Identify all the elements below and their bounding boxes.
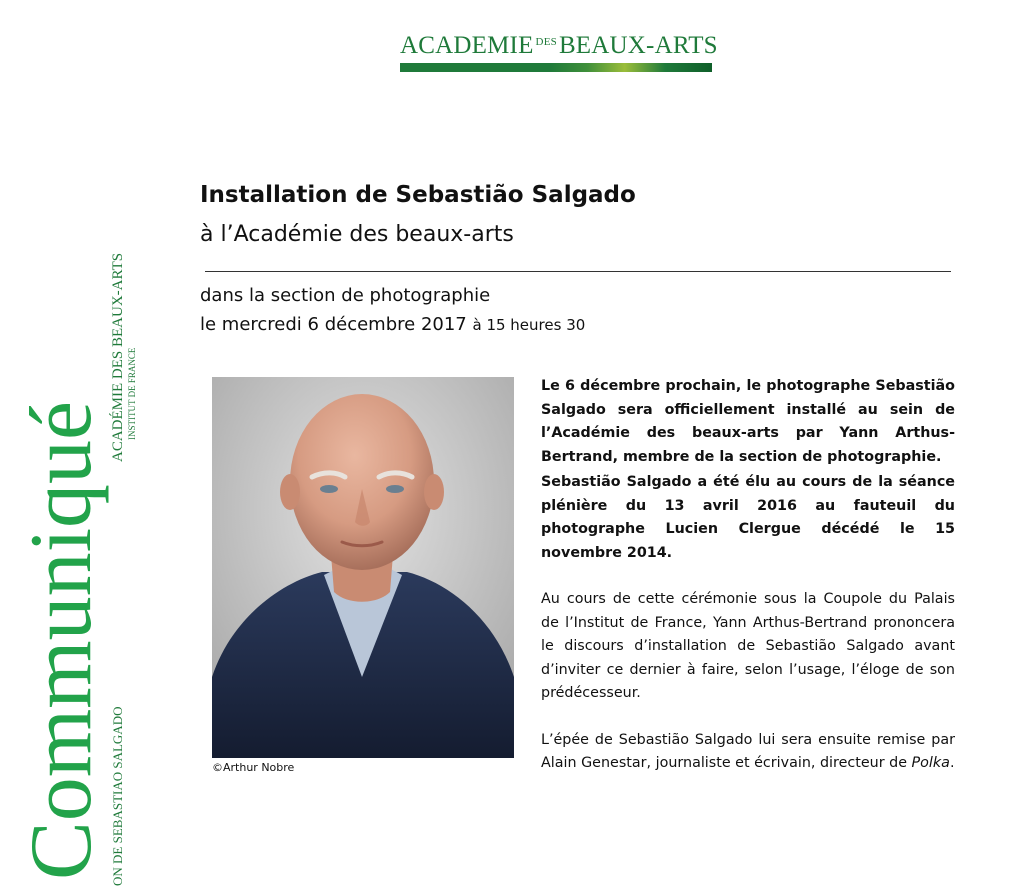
photo-head <box>290 394 434 570</box>
paragraph-4-end: . <box>949 755 955 771</box>
date-text <box>200 313 585 337</box>
photo-left-eye <box>320 485 338 493</box>
title-divider <box>205 271 951 272</box>
section-text: dans la section de photographie <box>200 285 491 306</box>
sidebar-institut-label: INSTITUT DE FRANCE <box>127 347 137 440</box>
logo-text-beaux-arts: BEAUX-ARTS <box>558 32 718 59</box>
photo-left-ear <box>280 474 300 510</box>
portrait-photo <box>212 377 514 758</box>
logo-wordmark <box>400 28 718 60</box>
time-value: à 15 heures 30 <box>472 316 586 334</box>
photo-right-ear <box>424 474 444 510</box>
date-value: le mercredi 6 décembre 2017 <box>200 314 467 335</box>
paragraph-3: Au cours de cette cérémonie sous la Coupole du Palais de l’Institut de France, Yann Arthus-Bertrand prononcera le discours d’installation de Sebastião Salgado avant d’inviter ce dernier à faire, selon l’usage, l’éloge de son prédécesseur. <box>541 591 955 701</box>
page-subtitle: à l’Académie des beaux-arts <box>200 222 514 247</box>
paragraph-2: Sebastião Salgado a été élu au cours de la séance plénière du 13 avril 2016 au fauteuil du photographe Lucien Clergue décédé le 15 novembre 2014. <box>541 474 955 561</box>
sidebar-communique: Communiqué <box>13 400 110 880</box>
logo-text-des: DES <box>535 36 557 48</box>
photo-credit: ©Arthur Nobre <box>212 761 295 774</box>
paragraph-4 <box>541 729 955 776</box>
press-release-body <box>541 375 955 776</box>
logo-decorative-bar <box>400 63 712 72</box>
academie-logo <box>400 28 718 72</box>
sidebar-installation-label: ON DE SEBASTIAO SALGADO <box>110 706 125 886</box>
portrait-illustration <box>212 377 514 758</box>
logo-text-academie: ACADEMIE <box>400 32 534 59</box>
paragraph-4-text: L’épée de Sebastião Salgado lui sera ensuite remise par Alain Genestar, journaliste et écrivain, directeur de <box>541 731 955 771</box>
photo-right-eye <box>386 485 404 493</box>
sidebar-academie-label: ACADÉMIE DES BEAUX-ARTS <box>110 252 126 462</box>
page-title: Installation de Sebastião Salgado <box>200 182 636 208</box>
paragraph-4-magazine: Polka <box>911 755 950 771</box>
paragraph-1: Le 6 décembre prochain, le photographe Sebastião Salgado sera officiellement installé au sein de l’Académie des beaux-arts par Yann Arthus-Bertrand, membre de la section de photographie. <box>541 378 955 465</box>
